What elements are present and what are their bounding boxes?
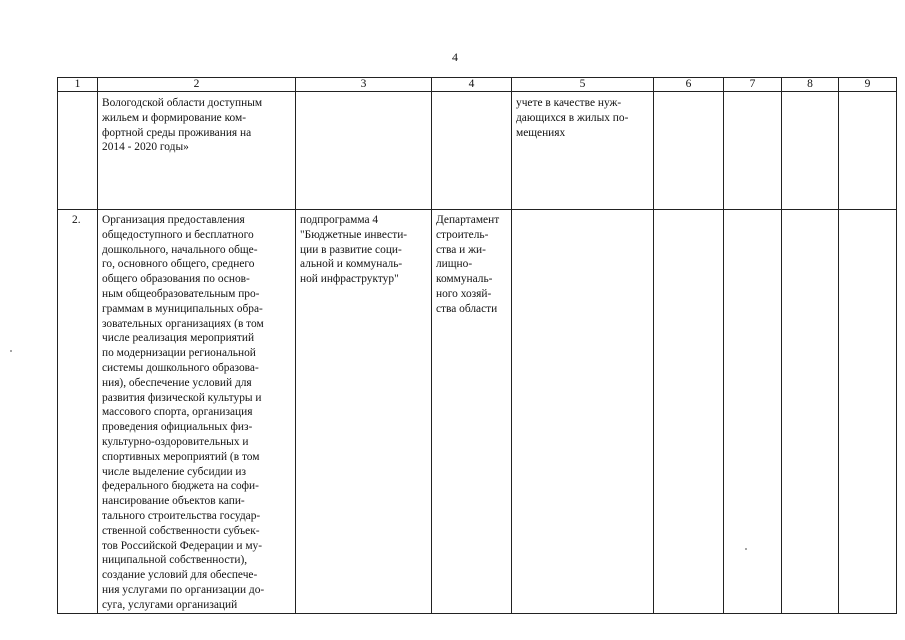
subprogram-cell: подпрограмма 4 "Бюджетные инвести- ции в развитие соци- альной и коммуналь- ной инфраструктур" [296, 210, 432, 614]
program-table [57, 77, 897, 614]
executor-cell [432, 92, 512, 210]
value-cell [839, 92, 897, 210]
table-row [58, 210, 897, 614]
column-header: 7 [724, 78, 782, 92]
column-header: 9 [839, 78, 897, 92]
column-header: 8 [782, 78, 839, 92]
value-cell [782, 210, 839, 614]
value-cell [654, 210, 724, 614]
column-header: 2 [98, 78, 296, 92]
value-cell [654, 92, 724, 210]
indicator-cell [512, 210, 654, 614]
value-cell [724, 92, 782, 210]
column-header: 4 [432, 78, 512, 92]
scan-speck [10, 350, 12, 352]
value-cell [839, 210, 897, 614]
row-number: 2. [58, 210, 98, 614]
value-cell [724, 210, 782, 614]
scan-speck [745, 548, 747, 550]
row-number [58, 92, 98, 210]
page-number: 4 [452, 50, 458, 64]
value-cell [782, 92, 839, 210]
program-name-cell: Организация предоставления общедоступного и бесплатного дошкольного, начального обще- го, основного общего, среднего общего образования по основ- ным общеобразовательным про- граммам в муниципальных обра- зовательных организациях (в том числе реализация мероприятий по модернизации региональной системы дошкольного образова- ния), обеспечение условий для развития физической культуры и массового спорта, организация проведения официальных физ- культурно-оздоровительных и спортивных мероприятий (в том числе выделение субсидии из федерального бюджета на софи- нансирование объектов капи- тального строительства государ- ственной собственности субъек- тов Российской Федерации и му- ниципальной собственности), создание условий для обеспече- ния услугами по организации до- суга, услугами организаций [98, 210, 296, 614]
subprogram-cell [296, 92, 432, 210]
indicator-cell: учете в качестве нуж- дающихся в жилых по- мещениях [512, 92, 654, 210]
program-name-cell: Вологодской области доступным жильем и формирование ком- фортной среды проживания на 2014 - 2020 годы» [98, 92, 296, 210]
executor-cell: Департамент строитель- ства и жи- лищно- коммуналь- ного хозяй- ства области [432, 210, 512, 614]
column-header: 3 [296, 78, 432, 92]
column-header: 6 [654, 78, 724, 92]
column-header: 1 [58, 78, 98, 92]
table-row [58, 92, 897, 210]
column-number-header [58, 78, 897, 92]
column-header: 5 [512, 78, 654, 92]
